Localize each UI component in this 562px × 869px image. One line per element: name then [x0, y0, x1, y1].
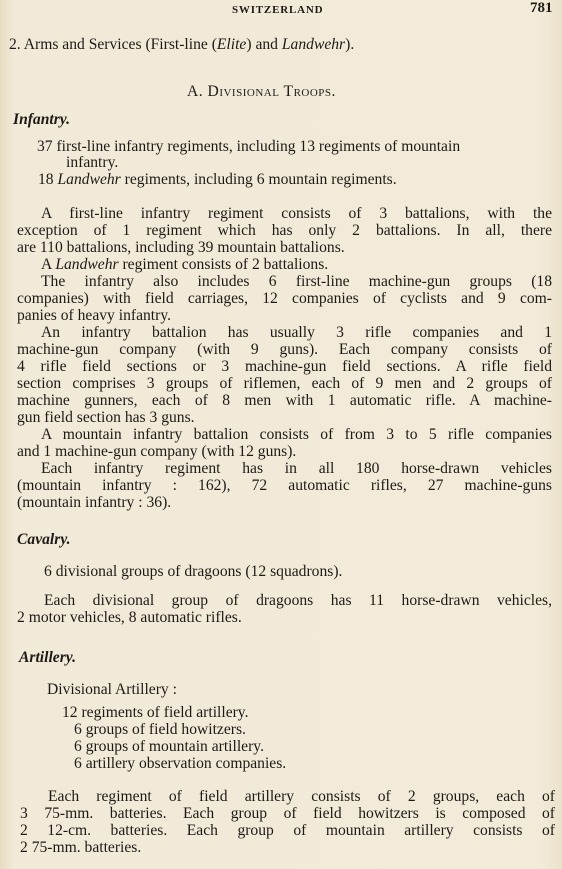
cavalry-list-item: 6 divisional groups of dragoons (12 squadrons).	[44, 563, 343, 580]
paragraph-line: companies) with field carriages, 12 companies of cyclists and 9 com-	[17, 290, 552, 307]
infantry-list-item: 18 Landwehr regiments, including 6 mountain regiments.	[38, 171, 397, 188]
paragraph-line: and 1 machine-gun company (with 12 guns).	[17, 443, 297, 460]
cavalry-heading: Cavalry.	[17, 531, 71, 548]
infantry-list-item: 37 first-line infantry regiments, including 13 regiments of mountain	[37, 138, 461, 155]
paragraph-line: An infantry battalion has usually 3 rifle companies and 1	[41, 324, 552, 341]
paragraph-line: 4 rifle field sections or 3 machine-gun field sections. A rifle field	[17, 358, 552, 375]
infantry-heading: Infantry.	[13, 111, 71, 128]
subsection-title: A. Divisional Troops.	[187, 83, 336, 100]
running-title: SWITZERLAND	[232, 4, 324, 16]
paragraph-line: exception of 1 regiment which has only 2 battalions. In all, there	[17, 222, 552, 239]
artillery-heading: Artillery.	[19, 649, 77, 666]
paragraph-line: A mountain infantry battalion consists of from 3 to 5 rifle companies	[41, 426, 552, 443]
paragraph-line: The infantry also includes 6 first-line machine-gun groups (18	[41, 273, 552, 290]
paragraph-line: are 110 battalions, including 39 mountain battalions.	[17, 239, 345, 256]
paragraph-line: machine-gun company (with 9 guns). Each company consists of	[17, 341, 552, 358]
paragraph-line: 3 75-mm. batteries. Each group of field howitzers is composed of	[20, 805, 555, 822]
paragraph-line: A Landwehr regiment consists of 2 battalions.	[41, 256, 329, 273]
infantry-list-item-cont: infantry.	[66, 154, 119, 171]
paragraph-line: A first-line infantry regiment consists of 3 battalions, with the	[41, 205, 552, 222]
section-title: 2. Arms and Services (First-line (Elite) and Landwehr).	[9, 36, 355, 53]
paragraph-line: panies of heavy infantry.	[17, 307, 172, 324]
paragraph-line: gun field section has 3 guns.	[17, 409, 195, 426]
paragraph-line: (mountain infantry : 162), 72 automatic rifles, 27 machine-guns	[17, 477, 552, 494]
paragraph-line: Each regiment of field artillery consists of 2 groups, each of	[48, 788, 555, 805]
paragraph-line: 2 12-cm. batteries. Each group of mountain artillery consists of	[20, 822, 555, 839]
paragraph-line: 2 75-mm. batteries.	[20, 839, 142, 856]
paragraph-line: Each infantry regiment has in all 180 horse-drawn vehicles	[41, 460, 552, 477]
page-number: 781	[530, 0, 553, 16]
paragraph-line: Each divisional group of dragoons has 11 horse-drawn vehicles,	[44, 592, 552, 609]
artillery-list-item: 12 regiments of field artillery.	[62, 704, 249, 721]
artillery-list-item: 6 groups of field howitzers.	[74, 721, 246, 738]
paragraph-line: section comprises 3 groups of riflemen, each of 9 men and 2 groups of	[17, 375, 552, 392]
artillery-list-item: 6 groups of mountain artillery.	[74, 738, 264, 755]
artillery-list-item: 6 artillery observation companies.	[74, 755, 287, 772]
paragraph-line: 2 motor vehicles, 8 automatic rifles.	[17, 609, 242, 626]
paragraph-line: machine gunners, each of 8 men with 1 automatic rifle. A machine-	[17, 392, 552, 409]
paragraph-line: (mountain infantry : 36).	[17, 494, 172, 511]
artillery-subheading: Divisional Artillery :	[47, 681, 177, 698]
